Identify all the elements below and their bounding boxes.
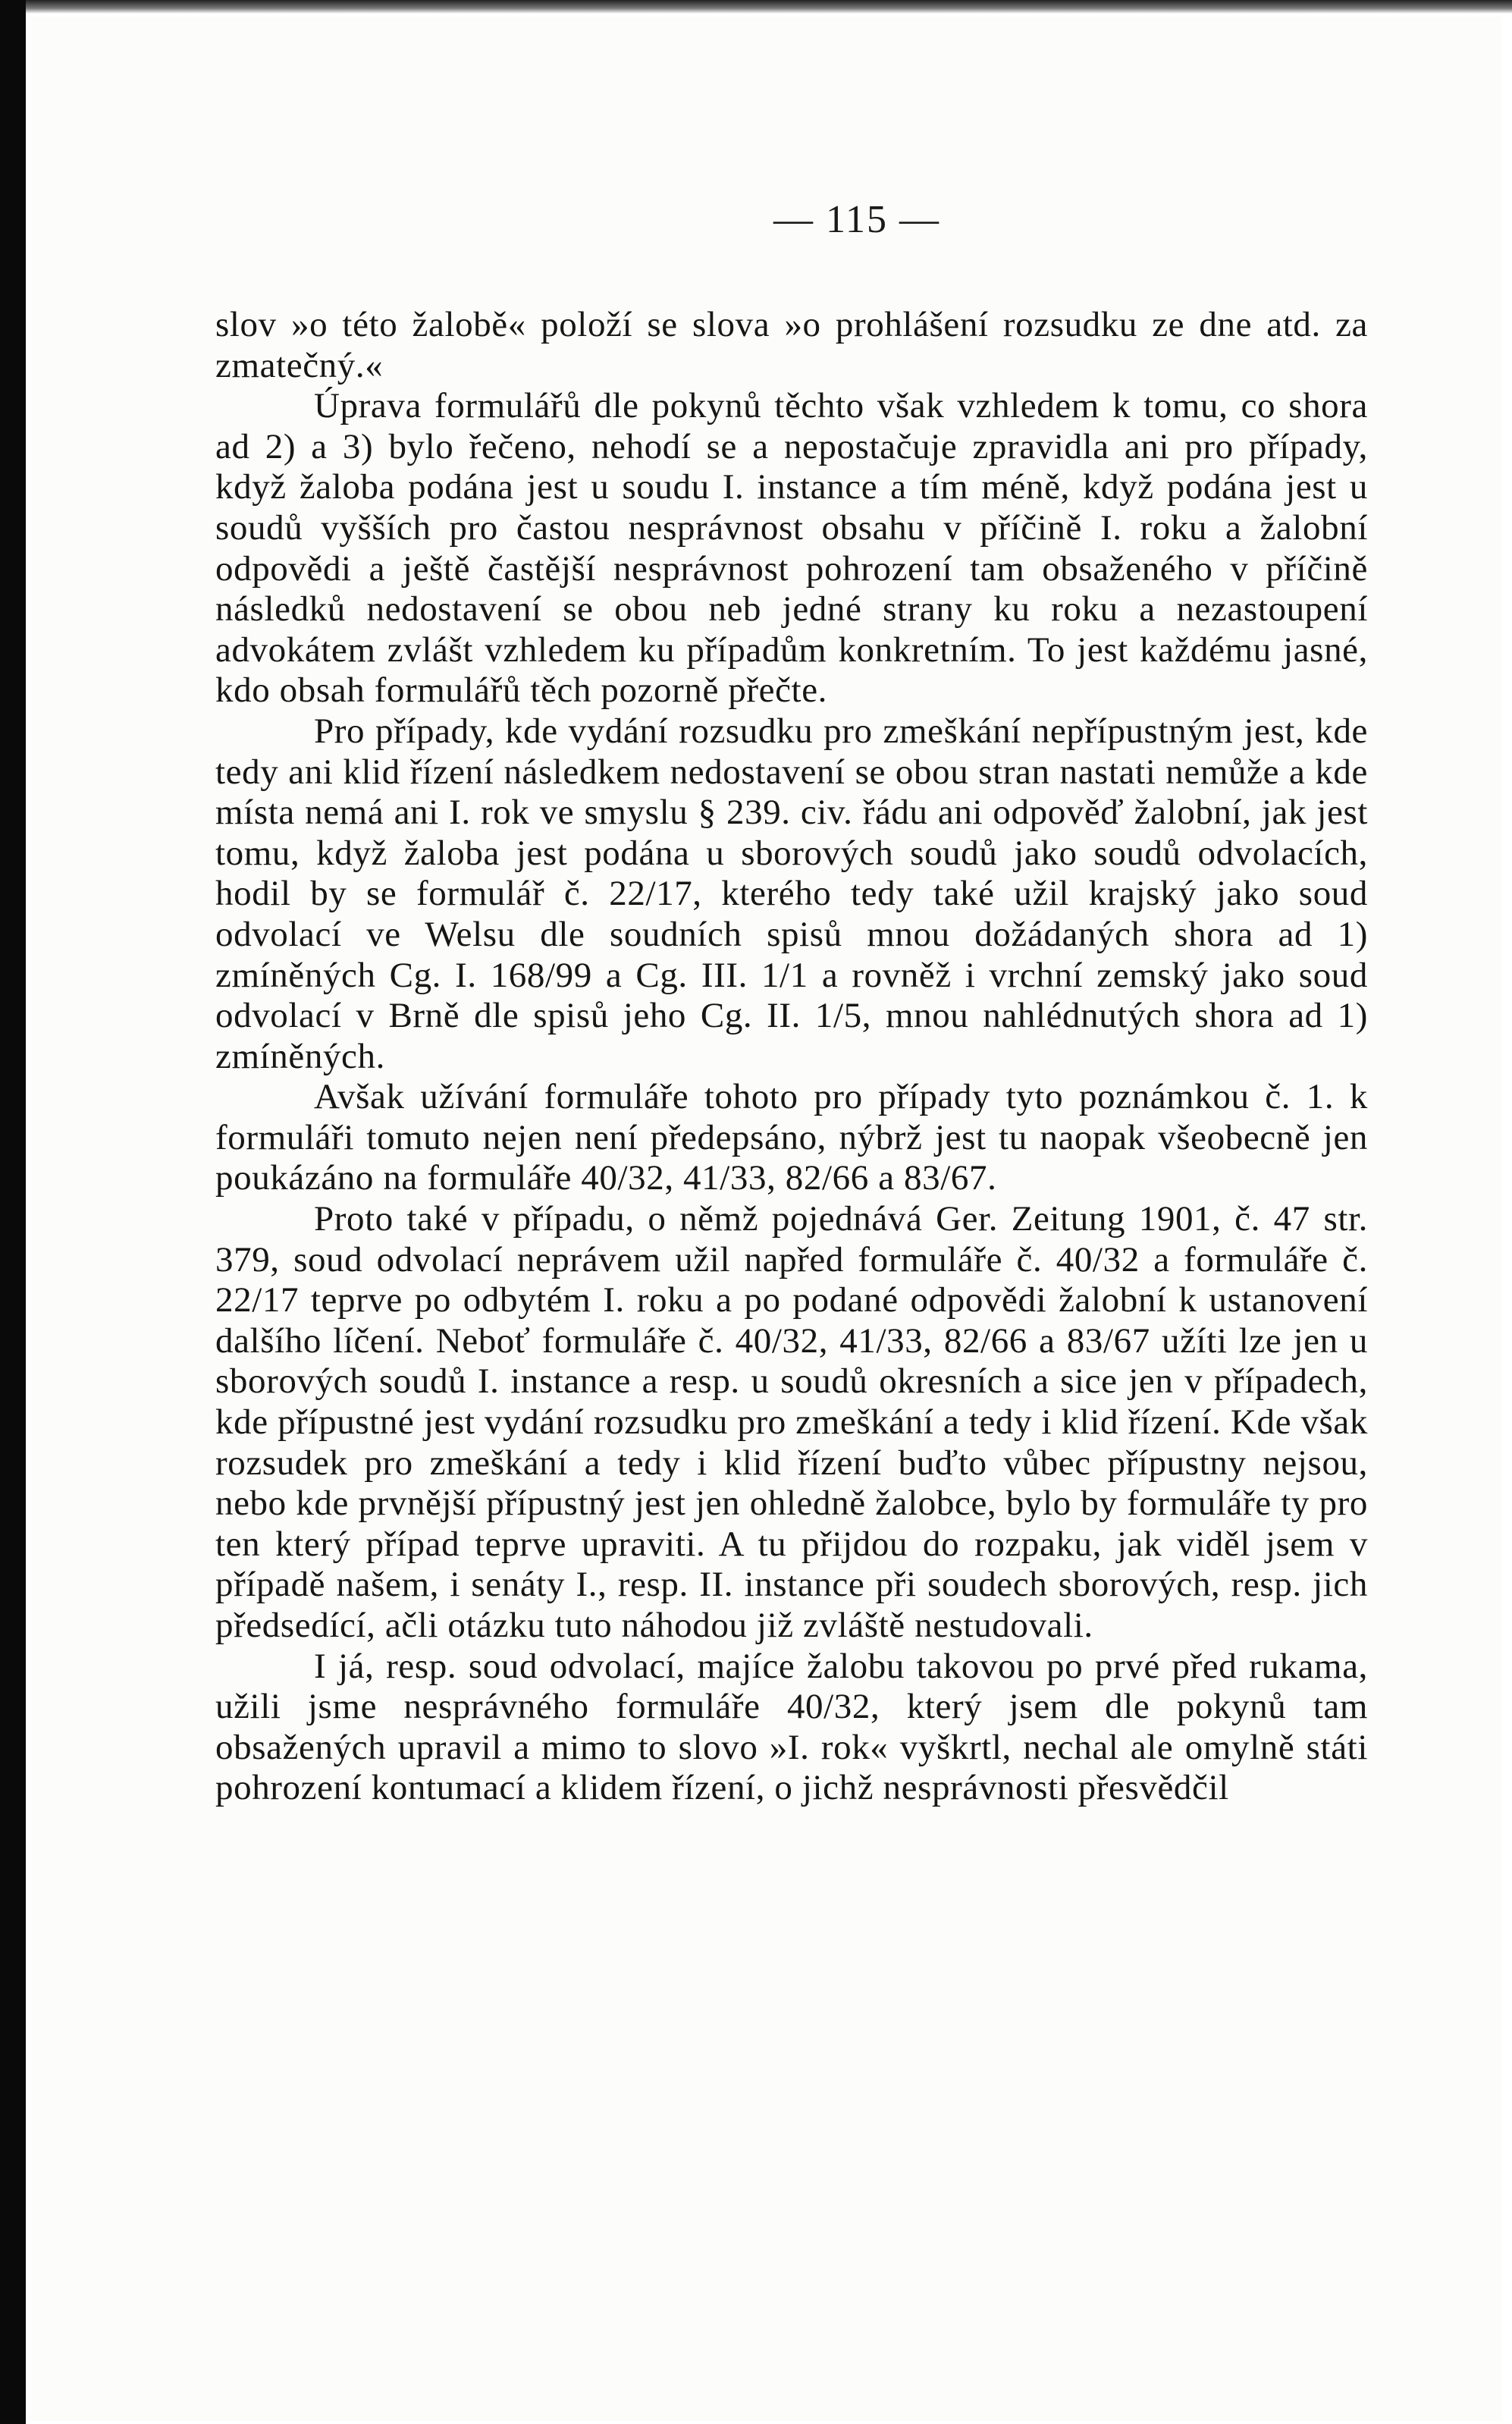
- body-text: [215, 305, 1368, 1809]
- paragraph: slov »o této žalobě« položí se slova »o prohlášení rozsudku ze dne atd. za zmatečný.«: [215, 305, 1368, 385]
- paragraph: Pro případy, kde vydání rozsudku pro zmeškání nepřípustným jest, kde tedy ani klid řízení následkem nedostavení se obou stran nastati nemůže a kde místa nemá ani I. rok ve smyslu § 239. civ. řádu ani odpověď žalobní, jak jest tomu, když žaloba jest podána u sborových soudů jako soudů odvolacích, hodil by se formulář č. 22/17, kterého tedy také užil krajský jako soud odvolací ve Welsu dle soudních spisů mnou dožádaných shora ad 1) zmíněných Cg. I. 168/99 a Cg. III. 1/1 a rovněž i vrchní zemský jako soud odvolací v Brně dle spisů jeho Cg. II. 1/5, mnou nahlédnutých shora ad 1) zmíněných.: [215, 711, 1368, 1076]
- page-number: — 115 —: [773, 198, 941, 241]
- paragraph: Úprava formulářů dle pokynů těchto však vzhledem k tomu, co shora ad 2) a 3) bylo řečeno, nehodí se a nepostačuje zpravidla ani pro případy, když žaloba podána jest u soudu I. instance a tím méně, když podána jest u soudů vyšších pro častou nesprávnost obsahu v příčině I. roku a žalobní odpovědi a ještě častější nesprávnost pohrození tam obsaženého v příčině následků nedostavení se obou neb jedné strany ku roku a nezastoupení advokátem zvlášt vzhledem ku případům konkretním. To jest každému jasné, kdo obsah formulářů těch pozorně přečte.: [215, 386, 1368, 711]
- paragraph: I já, resp. soud odvolací, majíce žalobu takovou po prvé před rukama, užili jsme nesprávného formuláře 40/32, který jsem dle pokynů tam obsažených upravil a mimo to slovo »I. rok« vyškrtl, nechal ale omylně státi pohrození kontumací a klidem řízení, o jichž nesprávnosti přesvědčil: [215, 1646, 1368, 1808]
- book-spine-edge: [0, 0, 26, 2424]
- book-page: [30, 17, 1501, 2421]
- paragraph: Avšak užívání formuláře tohoto pro případy tyto poznámkou č. 1. k formuláři tomuto nejen není předepsáno, nýbrž jest tu naopak všeobecně jen poukázáno na formuláře 40/32, 41/33, 82/66 a 83/67.: [215, 1077, 1368, 1198]
- scan-top-edge: [0, 0, 1512, 14]
- paragraph: Proto také v případu, o němž pojednává Ger. Zeitung 1901, č. 47 str. 379, soud odvolací neprávem užil napřed formuláře č. 40/32 a formuláře č. 22/17 teprve po odbytém I. roku a po podané odpovědi žalobní k ustanovení dalšího líčení. Neboť formuláře č. 40/32, 41/33, 82/66 a 83/67 užíti lze jen u sborových soudů I. instance a resp. u soudů okresních a sice jen v případech, kde přípustné jest vydání rozsudku pro zmeškání a tedy i klid řízení. Kde však rozsudek pro zmeškání a tedy i klid řízení buďto vůbec přípustny nejsou, nebo kde prvnější přípustný jest jen ohledně žalobce, bylo by formuláře ty pro ten který případ teprve upraviti. A tu přijdou do rozpaku, jak viděl jsem v případě našem, i senáty I., resp. II. instance při soudech sborových, resp. jich předsedící, ačli otázku tuto náhodou již zvláště nestudovali.: [215, 1199, 1368, 1645]
